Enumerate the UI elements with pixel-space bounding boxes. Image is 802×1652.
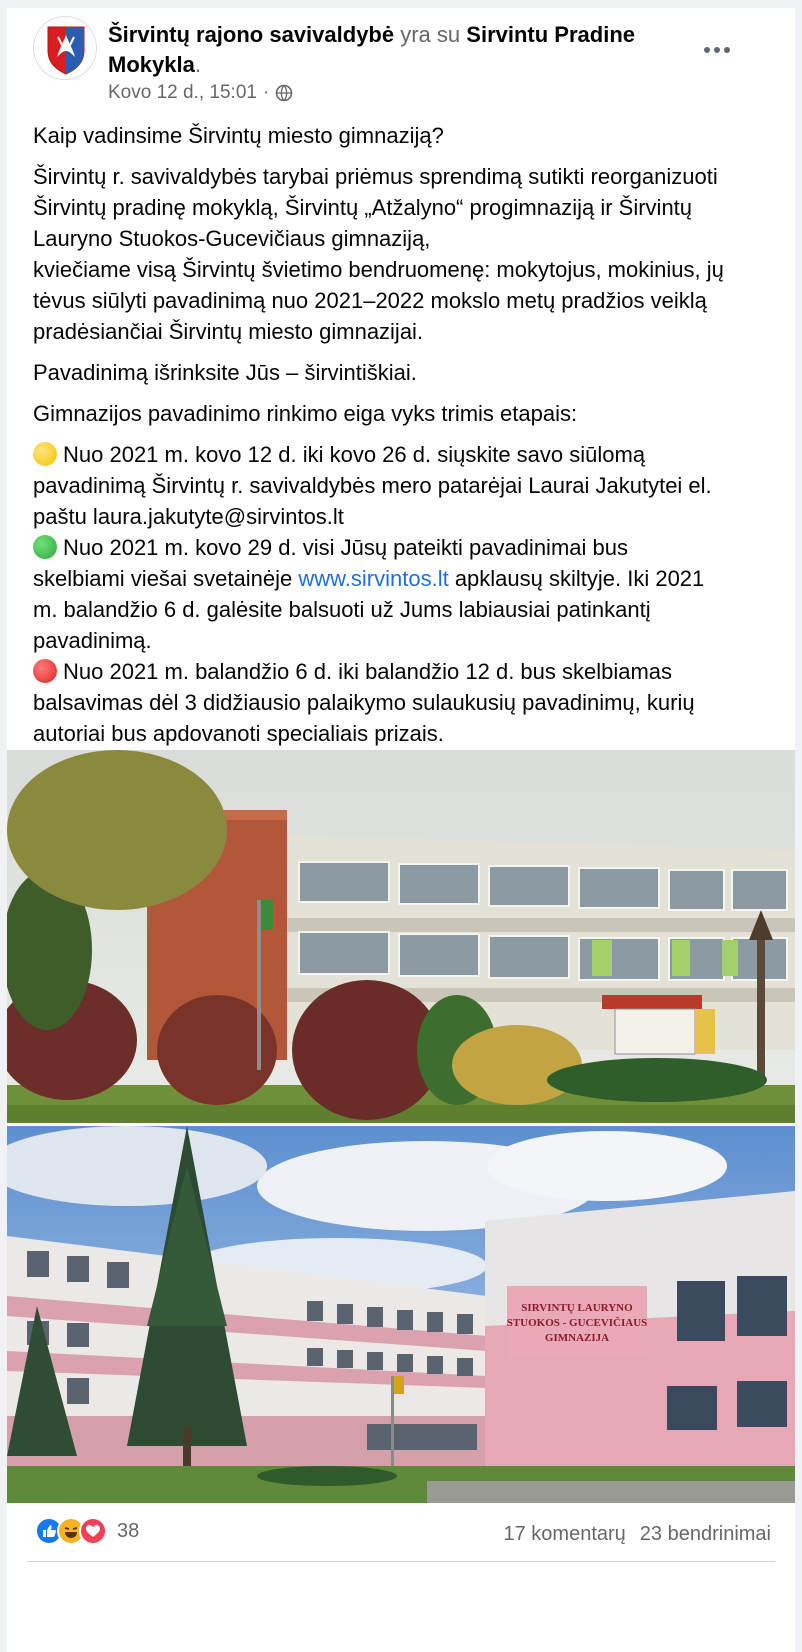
engagement-stats — [504, 1523, 772, 1546]
post-author-line — [108, 20, 708, 80]
post-card — [7, 8, 795, 1652]
more-dot-icon — [724, 47, 730, 53]
love-icon — [79, 1517, 107, 1545]
more-dot-icon — [704, 47, 710, 53]
website-link[interactable]: www.sirvintos.lt — [298, 566, 449, 591]
school-building-photo — [7, 750, 795, 1123]
stage-line: paštu laura.jakutyte@sirvintos.lt — [33, 504, 344, 529]
meta-separator: · — [262, 82, 270, 103]
gymnasium-photo — [7, 1126, 795, 1503]
yellow-circle-emoji-icon — [33, 442, 57, 466]
globe-icon[interactable] — [275, 84, 293, 102]
shares-count-link[interactable]: 23 bendrinimai — [639, 1523, 771, 1545]
building-sign-line-3: GIMNAZIJA — [544, 1332, 610, 1344]
stage-line: apklausų skiltyje. Iki 2021 — [448, 566, 705, 591]
post-footer — [7, 1503, 795, 1563]
post-body — [33, 120, 773, 749]
post-photo-school-building[interactable] — [7, 750, 795, 1123]
paragraph-line: Širvintų r. savivaldybės tarybai priėmus sprendimą sutikti reorganizuoti — [33, 164, 718, 189]
paragraph-line: Lauryno Stuokos-Gucevičiaus gimnaziją, — [33, 226, 431, 251]
post-header — [7, 8, 795, 108]
stage-line: Nuo 2021 m. kovo 29 d. visi Jūsų pateikti pavadinimai bus — [63, 535, 628, 560]
post-meta — [108, 82, 293, 104]
paragraph-line: Širvintų pradinę mokyklą, Širvintų „Atžalyno“ progimnaziją ir Širvintų — [33, 195, 693, 220]
paragraph-line: tėvus siūlyti pavadinimą nuo 2021–2022 mokslo metų pradžios veiklą — [33, 288, 707, 313]
stage-line: pavadinimą. — [33, 628, 152, 653]
post-timestamp[interactable]: Kovo 12 d., 15:01 — [108, 82, 257, 103]
stage-line: skelbiami viešai svetainėje — [33, 566, 299, 591]
coat-of-arms-icon — [34, 17, 97, 80]
more-options-button[interactable] — [697, 30, 737, 70]
more-dot-icon — [714, 47, 720, 53]
building-sign-line-2: STUOKOS - GUCEVIČIAUS — [506, 1317, 648, 1329]
author-name-link[interactable]: Širvintų rajono savivaldybė — [108, 22, 395, 47]
reactions-summary[interactable] — [35, 1517, 139, 1545]
comments-count-link[interactable]: 17 komentarų — [503, 1523, 626, 1545]
post-title-text: Kaip vadinsime Širvintų miesto gimnaziją? — [33, 123, 444, 148]
with-text: yra su — [400, 22, 461, 47]
paragraph-text: Gimnazijos pavadinimo rinkimo eiga vyks trimis etapais: — [33, 401, 578, 426]
period: . — [194, 52, 201, 77]
page-avatar[interactable] — [33, 16, 97, 80]
stage-line: pavadinimą Širvintų r. savivaldybės mero patarėjai Laurai Jakutytei el. — [33, 473, 712, 498]
stage-line: Nuo 2021 m. kovo 12 d. iki kovo 26 d. siųskite savo siūlomą — [63, 442, 646, 467]
paragraph-line: pradėsiančiai Širvintų miesto gimnazijai. — [33, 319, 424, 344]
paragraph-line: kviečiame visą Širvintų švietimo bendruomenę: mokytojus, mokinius, jų — [33, 257, 724, 282]
stage-line: m. balandžio 6 d. galėsite balsuoti už Jums labiausiai patinkantį — [33, 597, 651, 622]
paragraph-text: Pavadinimą išrinksite Jūs – širvintiškiai. — [33, 360, 417, 385]
post-photo-gymnasium[interactable] — [7, 1126, 795, 1503]
red-circle-emoji-icon — [33, 659, 57, 683]
stage-line: autoriai bus apdovanoti specialiais prizais. — [33, 721, 444, 746]
building-sign-line-1: SIRVINTŲ LAURYNO — [521, 1302, 633, 1314]
tagged-page-link[interactable]: Sirvintu Pradine Mokykla — [108, 22, 635, 77]
reaction-count: 38 — [117, 1519, 140, 1542]
stage-line: Nuo 2021 m. balandžio 6 d. iki balandžio 12 d. bus skelbiamas — [63, 659, 673, 684]
footer-divider — [27, 1561, 775, 1562]
green-circle-emoji-icon — [33, 535, 57, 559]
stage-line: balsavimas dėl 3 didžiausio palaikymo sulaukusių pavadinimų, kurių — [33, 690, 695, 715]
